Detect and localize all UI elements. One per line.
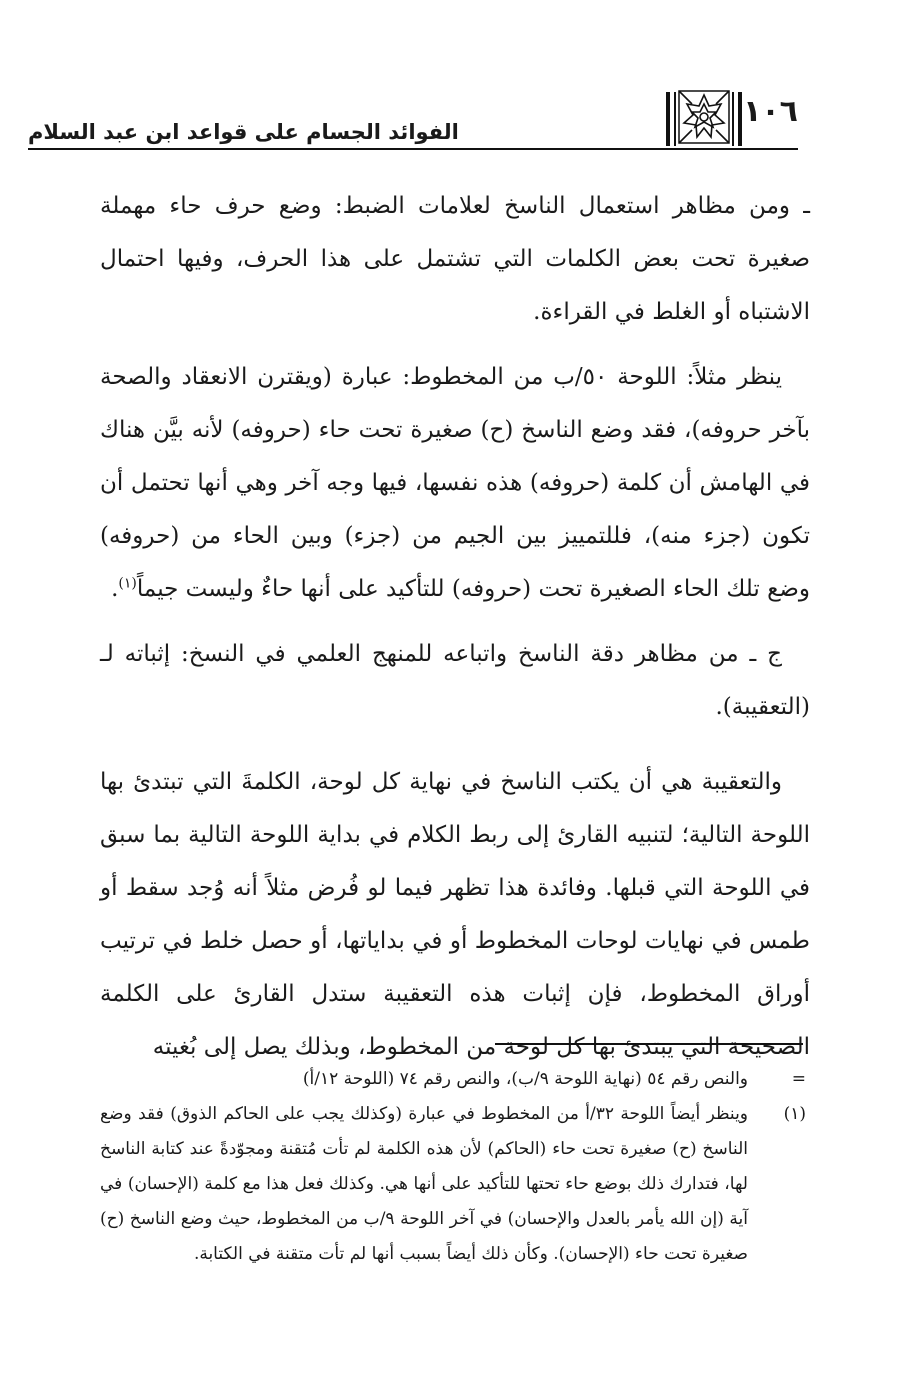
paragraph-2-end: . (111, 576, 119, 602)
paragraph-2 (100, 351, 810, 616)
page-number: ١٠٦ (743, 94, 798, 129)
footnote-continuation-text: والنص رقم ٥٤ (نهاية اللوحة ٩/ب)، والنص رقم ٧٤ (اللوحة ١٢/أ) (302, 1069, 748, 1089)
footnote-1 (100, 1097, 810, 1272)
paragraph-3: ج ـ من مظاهر دقة الناسخ واتباعه للمنهج العلمي في النسخ: إثباته لـ (التعقيبة). (100, 641, 810, 720)
paragraph-1: ـ ومن مظاهر استعمال الناسخ لعلامات الضبط: وضع حرف حاء مهملة صغيرة تحت بعض الكلمات التي تشتمل على هذا الحرف، وفيها احتمال الاشتباه أو الغلط في القراءة. (100, 193, 810, 325)
footnote-divider (495, 1043, 803, 1045)
footnote-1-text: وينظر أيضاً اللوحة ٣٢/أ من المخطوط في عبارة (وكذلك يجب على الحاكم الذوق) فقد وضع الناسخ (ح) صغيرة تحت حاء (الحاكم) لأن هذه الكلمة لم تأت مُتقنة ومجوّدةً عند كتابة الناسخ لها، فتدارك ذلك بوضع حاء تحتها للتأكيد على أنها هي. وكذلك فعل هذا مع كلمة (الإحسان) في آية (إن الله يأمر بالعدل والإحسان) في آخر اللوحة ٩/ب من المخطوط، حيث وضع الناسخ (ح) صغيرة تحت حاء (الإحسان). وكأن ذلك أيضاً بسبب أنها لم تأت متقنة في الكتابة. (100, 1104, 749, 1264)
footnote-ref-1: (١) (118, 575, 137, 592)
footnote-continuation (100, 1062, 810, 1097)
main-text (100, 180, 810, 1074)
geometric-star-ornament-icon (678, 90, 730, 144)
footnote-1-marker: (١) (783, 1104, 806, 1124)
book-title: الفوائد الجسام على قواعد ابن عبد السلام (28, 120, 459, 144)
footnotes (100, 1062, 810, 1272)
header-divider (28, 148, 798, 150)
running-header (28, 88, 798, 150)
footnote-continuation-marker: = (791, 1069, 806, 1089)
paragraph-2-text: ينظر مثلاً: اللوحة ٥٠/ب من المخطوط: عبارة (ويقترن الانعقاد والصحة بآخر حروفه)، فقد وضع الناسخ (ح) صغيرة تحت حاء (حروفه) لأنه بيَّن هناك في الهامش أن كلمة (حروفه) هذه نفسها، فيها وجه آخر وهي أنها تحتمل أن تكون (جزء منه)، فللتمييز بين الجيم من (جزء) وبين الحاء من (حروفه) وضع تلك الحاء الصغيرة تحت (حروفه) للتأكيد على أنها حاءٌ وليست جيماً (100, 364, 810, 602)
paragraph-4: والتعقيبة هي أن يكتب الناسخ في نهاية كل لوحة، الكلمةَ التي تبتدئ بها اللوحة التالية؛ لتنبيه القارئ إلى ربط الكلام في بداية اللوحة التالية بما سبق في اللوحة التي قبلها. وفائدة هذا تظهر فيما لو فُرض مثلاً أنه وُجد سقط أو طمس في نهايات لوحات المخطوط أو في بداياتها، أو حصل خلط في ترتيب أوراق المخطوط، فإن إثبات هذه التعقيبة ستدل القارئ على الكلمة الصحيحة التي يبتدئ بها كل لوحة من المخطوط، وبذلك يصل إلى بُغيته (100, 769, 810, 1060)
